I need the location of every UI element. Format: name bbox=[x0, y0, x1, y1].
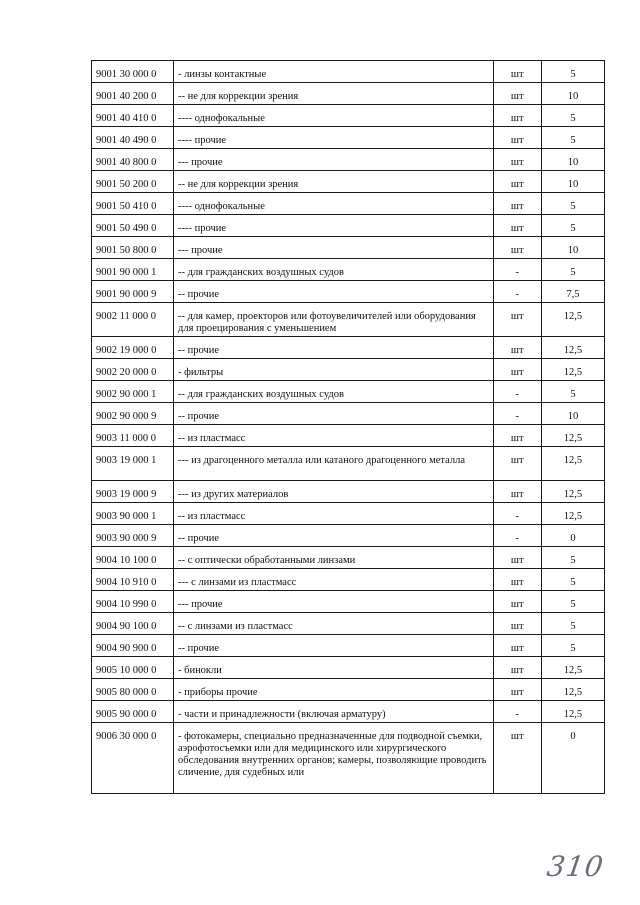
duty-rate: 12,5 bbox=[541, 425, 604, 447]
unit-of-measure: шт bbox=[493, 105, 541, 127]
commodity-description: -- для гражданских воздушных судов bbox=[173, 381, 493, 403]
commodity-code: 9002 19 000 0 bbox=[92, 337, 174, 359]
duty-rate: 7,5 bbox=[541, 281, 604, 303]
commodity-code: 9004 90 900 0 bbox=[92, 635, 174, 657]
commodity-description: ---- прочие bbox=[173, 127, 493, 149]
duty-rate: 12,5 bbox=[541, 679, 604, 701]
table-row bbox=[92, 613, 605, 635]
commodity-description: -- для гражданских воздушных судов bbox=[173, 259, 493, 281]
duty-rate: 12,5 bbox=[541, 481, 604, 503]
table-row bbox=[92, 237, 605, 259]
table-row bbox=[92, 171, 605, 193]
table-row bbox=[92, 193, 605, 215]
table-row bbox=[92, 149, 605, 171]
unit-of-measure: шт bbox=[493, 591, 541, 613]
unit-of-measure: - bbox=[493, 381, 541, 403]
commodity-description: - фильтры bbox=[173, 359, 493, 381]
unit-of-measure: шт bbox=[493, 635, 541, 657]
commodity-description: -- прочие bbox=[173, 337, 493, 359]
commodity-code: 9001 50 200 0 bbox=[92, 171, 174, 193]
commodity-description: - части и принадлежности (включая арматуру) bbox=[173, 701, 493, 723]
duty-rate: 5 bbox=[541, 569, 604, 591]
table-row bbox=[92, 723, 605, 794]
duty-rate: 12,5 bbox=[541, 657, 604, 679]
table-row bbox=[92, 701, 605, 723]
duty-rate: 12,5 bbox=[541, 337, 604, 359]
commodity-code: 9001 40 410 0 bbox=[92, 105, 174, 127]
commodity-description: - фотокамеры, специально предназначенные для подводной съемки, аэрофотосъемки или для медицинского или хирургического обследования внутренних органов; камеры, позволяющие проводить сличение, для судебных или bbox=[173, 723, 493, 794]
commodity-code: 9001 40 800 0 bbox=[92, 149, 174, 171]
table-row bbox=[92, 679, 605, 701]
duty-rate: 12,5 bbox=[541, 503, 604, 525]
table-row bbox=[92, 591, 605, 613]
duty-rate: 5 bbox=[541, 193, 604, 215]
commodity-description: - линзы контактные bbox=[173, 61, 493, 83]
table-row bbox=[92, 525, 605, 547]
table-row bbox=[92, 381, 605, 403]
unit-of-measure: шт bbox=[493, 237, 541, 259]
commodity-code: 9004 10 990 0 bbox=[92, 591, 174, 613]
duty-rate: 5 bbox=[541, 105, 604, 127]
table-row bbox=[92, 403, 605, 425]
table-row bbox=[92, 281, 605, 303]
unit-of-measure: шт bbox=[493, 193, 541, 215]
duty-rate: 5 bbox=[541, 613, 604, 635]
unit-of-measure: шт bbox=[493, 613, 541, 635]
unit-of-measure: шт bbox=[493, 359, 541, 381]
commodity-code: 9001 50 410 0 bbox=[92, 193, 174, 215]
commodity-description: ---- однофокальные bbox=[173, 193, 493, 215]
duty-rate: 12,5 bbox=[541, 359, 604, 381]
commodity-description: --- прочие bbox=[173, 591, 493, 613]
unit-of-measure: - bbox=[493, 403, 541, 425]
table-row bbox=[92, 83, 605, 105]
table-row bbox=[92, 127, 605, 149]
unit-of-measure: шт bbox=[493, 723, 541, 794]
commodity-description: -- прочие bbox=[173, 635, 493, 657]
commodity-code: 9002 90 000 9 bbox=[92, 403, 174, 425]
unit-of-measure: шт bbox=[493, 481, 541, 503]
commodity-code: 9001 50 490 0 bbox=[92, 215, 174, 237]
commodity-description: -- с линзами из пластмасс bbox=[173, 613, 493, 635]
table-row bbox=[92, 657, 605, 679]
unit-of-measure: шт bbox=[493, 83, 541, 105]
table-row bbox=[92, 259, 605, 281]
table-row bbox=[92, 547, 605, 569]
table-row bbox=[92, 337, 605, 359]
duty-rate: 10 bbox=[541, 403, 604, 425]
commodity-code: 9002 20 000 0 bbox=[92, 359, 174, 381]
duty-rate: 10 bbox=[541, 149, 604, 171]
duty-rate: 5 bbox=[541, 591, 604, 613]
duty-rate: 12,5 bbox=[541, 303, 604, 337]
unit-of-measure: шт bbox=[493, 447, 541, 481]
unit-of-measure: шт bbox=[493, 547, 541, 569]
tariff-table bbox=[91, 60, 605, 794]
commodity-description: --- из других материалов bbox=[173, 481, 493, 503]
unit-of-measure: - bbox=[493, 259, 541, 281]
commodity-code: 9001 90 000 1 bbox=[92, 259, 174, 281]
commodity-code: 9001 30 000 0 bbox=[92, 61, 174, 83]
unit-of-measure: - bbox=[493, 701, 541, 723]
table-row bbox=[92, 447, 605, 481]
commodity-description: --- из драгоценного металла или катаного драгоценного металла bbox=[173, 447, 493, 481]
table-row bbox=[92, 635, 605, 657]
table-row bbox=[92, 503, 605, 525]
unit-of-measure: шт bbox=[493, 425, 541, 447]
duty-rate: 5 bbox=[541, 635, 604, 657]
handwritten-page-number: 310 bbox=[544, 850, 606, 883]
duty-rate: 5 bbox=[541, 259, 604, 281]
commodity-description: ---- прочие bbox=[173, 215, 493, 237]
commodity-code: 9006 30 000 0 bbox=[92, 723, 174, 794]
duty-rate: 0 bbox=[541, 525, 604, 547]
commodity-description: -- из пластмасс bbox=[173, 425, 493, 447]
commodity-code: 9002 90 000 1 bbox=[92, 381, 174, 403]
commodity-code: 9001 50 800 0 bbox=[92, 237, 174, 259]
unit-of-measure: шт bbox=[493, 657, 541, 679]
table-row bbox=[92, 105, 605, 127]
commodity-description: -- с оптически обработанными линзами bbox=[173, 547, 493, 569]
unit-of-measure: шт bbox=[493, 61, 541, 83]
commodity-description: -- не для коррекции зрения bbox=[173, 171, 493, 193]
duty-rate: 10 bbox=[541, 83, 604, 105]
commodity-code: 9005 90 000 0 bbox=[92, 701, 174, 723]
commodity-code: 9005 10 000 0 bbox=[92, 657, 174, 679]
table-row bbox=[92, 569, 605, 591]
duty-rate: 5 bbox=[541, 547, 604, 569]
commodity-code: 9003 19 000 9 bbox=[92, 481, 174, 503]
commodity-code: 9004 10 100 0 bbox=[92, 547, 174, 569]
commodity-description: --- прочие bbox=[173, 237, 493, 259]
unit-of-measure: шт bbox=[493, 679, 541, 701]
commodity-code: 9004 10 910 0 bbox=[92, 569, 174, 591]
commodity-code: 9003 11 000 0 bbox=[92, 425, 174, 447]
unit-of-measure: шт bbox=[493, 569, 541, 591]
table-row bbox=[92, 359, 605, 381]
commodity-description: --- с линзами из пластмасс bbox=[173, 569, 493, 591]
duty-rate: 12,5 bbox=[541, 701, 604, 723]
commodity-description: -- прочие bbox=[173, 525, 493, 547]
commodity-description: ---- однофокальные bbox=[173, 105, 493, 127]
tariff-table-body bbox=[92, 61, 605, 794]
table-row bbox=[92, 481, 605, 503]
unit-of-measure: шт bbox=[493, 149, 541, 171]
commodity-description: -- из пластмасс bbox=[173, 503, 493, 525]
commodity-description: -- прочие bbox=[173, 403, 493, 425]
unit-of-measure: шт bbox=[493, 215, 541, 237]
commodity-description: -- не для коррекции зрения bbox=[173, 83, 493, 105]
commodity-code: 9003 90 000 1 bbox=[92, 503, 174, 525]
unit-of-measure: шт bbox=[493, 303, 541, 337]
commodity-code: 9001 40 200 0 bbox=[92, 83, 174, 105]
unit-of-measure: шт bbox=[493, 127, 541, 149]
duty-rate: 5 bbox=[541, 215, 604, 237]
commodity-description: --- прочие bbox=[173, 149, 493, 171]
table-row bbox=[92, 425, 605, 447]
unit-of-measure: - bbox=[493, 525, 541, 547]
commodity-description: -- для камер, проекторов или фотоувеличителей или оборудования для проецирования с уменьшением bbox=[173, 303, 493, 337]
unit-of-measure: шт bbox=[493, 171, 541, 193]
commodity-description: - бинокли bbox=[173, 657, 493, 679]
commodity-code: 9001 90 000 9 bbox=[92, 281, 174, 303]
table-row bbox=[92, 215, 605, 237]
unit-of-measure: шт bbox=[493, 337, 541, 359]
commodity-description: -- прочие bbox=[173, 281, 493, 303]
table-row bbox=[92, 303, 605, 337]
unit-of-measure: - bbox=[493, 281, 541, 303]
duty-rate: 10 bbox=[541, 171, 604, 193]
commodity-code: 9003 19 000 1 bbox=[92, 447, 174, 481]
duty-rate: 5 bbox=[541, 127, 604, 149]
commodity-code: 9004 90 100 0 bbox=[92, 613, 174, 635]
duty-rate: 10 bbox=[541, 237, 604, 259]
duty-rate: 0 bbox=[541, 723, 604, 794]
table-row bbox=[92, 61, 605, 83]
commodity-description: - приборы прочие bbox=[173, 679, 493, 701]
commodity-code: 9005 80 000 0 bbox=[92, 679, 174, 701]
duty-rate: 12,5 bbox=[541, 447, 604, 481]
commodity-code: 9001 40 490 0 bbox=[92, 127, 174, 149]
unit-of-measure: - bbox=[493, 503, 541, 525]
commodity-code: 9002 11 000 0 bbox=[92, 303, 174, 337]
duty-rate: 5 bbox=[541, 381, 604, 403]
duty-rate: 5 bbox=[541, 61, 604, 83]
commodity-code: 9003 90 000 9 bbox=[92, 525, 174, 547]
